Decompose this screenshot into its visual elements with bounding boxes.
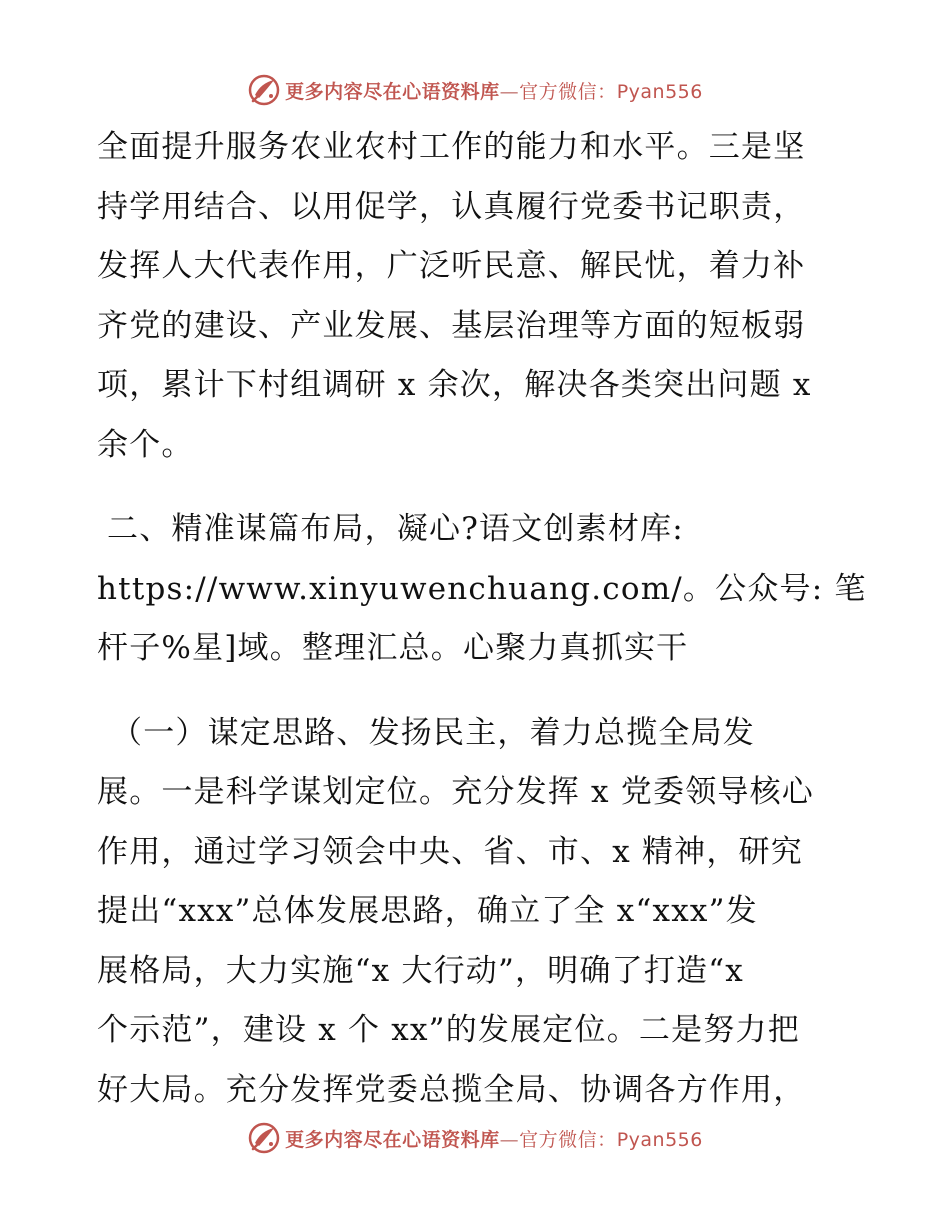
text-line: 作用，通过学习领会中央、省、市、x 精神，研究	[97, 833, 803, 870]
paragraph-3	[97, 704, 857, 1121]
watermark-text	[285, 77, 703, 104]
watermark-text	[285, 1125, 703, 1152]
header-watermark	[0, 70, 950, 110]
text-line: 杆子%星]域。整理汇总。心聚力真抓实干	[97, 630, 689, 666]
text-line: 展。一是科学谋划定位。充分发挥 x 党委领导核心	[97, 774, 814, 810]
text-line: 提出“xxx”总体发展思路，确立了全 x“xxx”发	[97, 893, 758, 929]
watermark-dash: —	[499, 1128, 520, 1151]
paragraph-2	[97, 500, 867, 679]
document-body	[97, 118, 867, 1120]
watermark-wechat-id: Pyan556	[616, 1128, 703, 1151]
text-line: 持学用结合、以用促学，认真履行党委书记职责，	[97, 188, 806, 225]
text-line: 全面提升服务农业农村工作的能力和水平。三是坚	[97, 129, 806, 165]
text-line: 展格局，大力实施“x 大行动”，明确了打造“x	[97, 952, 744, 989]
watermark-main: 更多内容尽在心语资料库	[285, 80, 500, 103]
watermark-wechat-label: 官方微信：	[519, 80, 617, 103]
text-line: 齐党的建设、产业发展、基层治理等方面的短板弱	[97, 307, 806, 344]
watermark-dash: —	[499, 80, 520, 103]
text-line: 好大局。充分发挥党委总揽全局、协调各方作用，	[97, 1071, 806, 1108]
text-line: 个示范”，建设 x 个 xx”的发展定位。二是努力把	[97, 1012, 800, 1048]
footer-watermark	[0, 1118, 950, 1158]
subsection-heading-line: （一）谋定思路、发扬民主，着力总揽全局发	[111, 714, 755, 751]
brand-logo-icon	[247, 73, 281, 107]
paragraph-1	[97, 118, 857, 475]
watermark-wechat-id: Pyan556	[616, 80, 703, 103]
section-heading-line: 二、精准谋篇布局，凝心?语文创素材库:	[107, 511, 684, 547]
text-line: 项，累计下村组调研 x 余次，解决各类突出问题 x	[97, 367, 812, 403]
text-line: https://www.xinyuwenchuang.com/。公众号: 笔	[97, 570, 867, 607]
paragraph-spacer	[97, 679, 857, 704]
watermark-main: 更多内容尽在心语资料库	[285, 1128, 500, 1151]
paragraph-spacer	[97, 475, 857, 500]
text-line: 余个。	[97, 426, 194, 463]
watermark-wechat-label: 官方微信：	[519, 1128, 617, 1151]
brand-logo-icon	[247, 1121, 281, 1155]
text-line: 发挥人大代表作用，广泛听民意、解民忧，着力补	[97, 248, 806, 284]
